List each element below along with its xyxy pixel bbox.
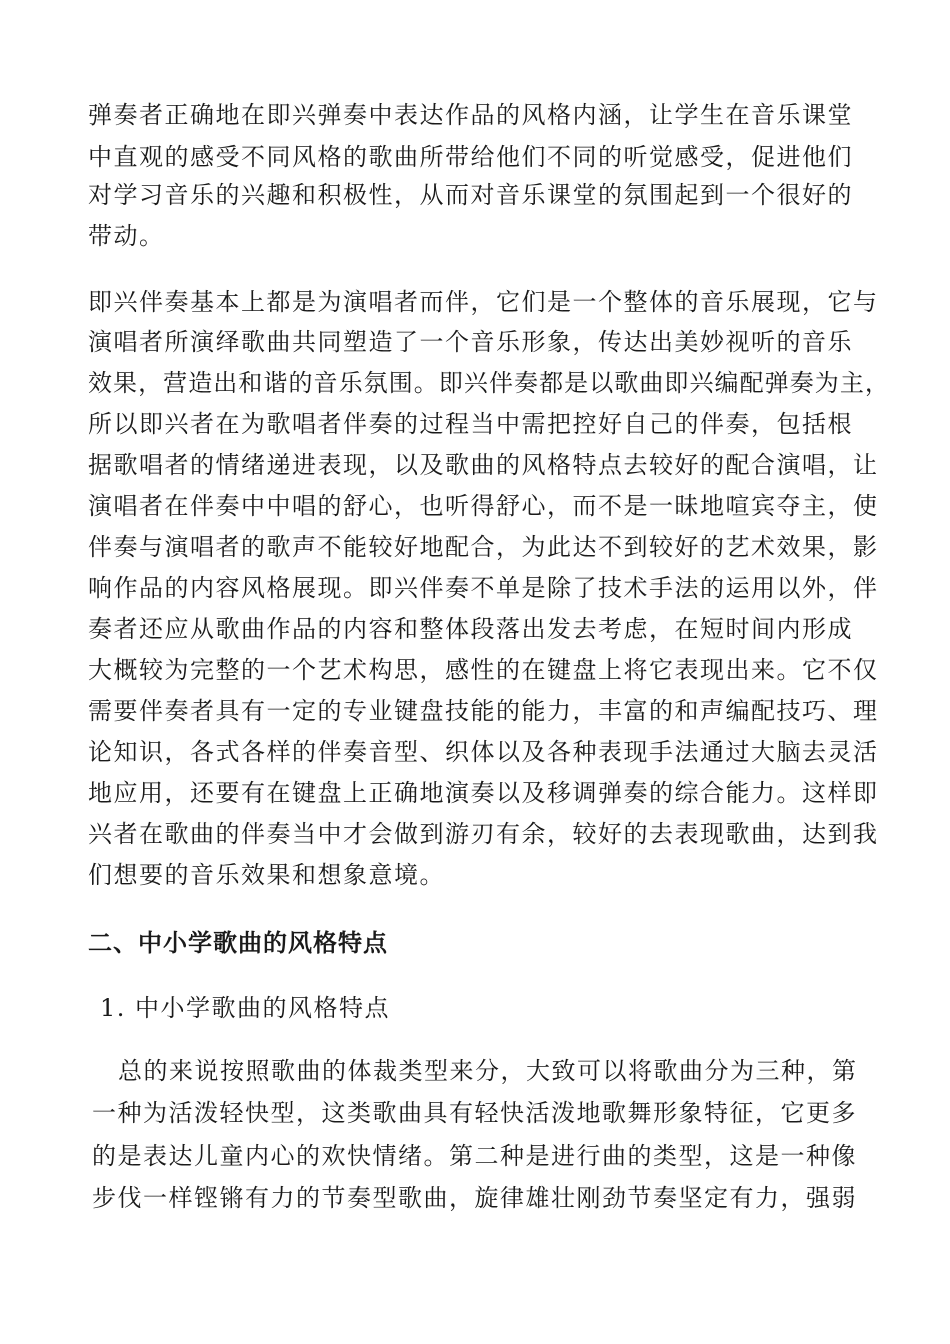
text-line: 一种为活泼轻快型，这类歌曲具有轻快活泼地歌舞形象特征，它更多 — [92, 1099, 857, 1127]
text-line: 的是表达儿童内心的欢快情绪。第二种是进行曲的类型，这是一种像 — [92, 1142, 857, 1170]
text-line: 据歌唱者的情绪递进表现，以及歌曲的风格特点去较好的配合演唱，让 — [88, 451, 879, 479]
text-line: 响作品的内容风格展现。即兴伴奏不单是除了技术手法的运用以外，伴 — [88, 574, 879, 602]
text-line: 需要伴奏者具有一定的专业键盘技能的能力，丰富的和声编配技巧、理 — [88, 697, 879, 725]
text-line: 对学习音乐的兴趣和积极性，从而对音乐课堂的氛围起到一个很好的 — [88, 181, 853, 209]
text-line: 带动。 — [88, 222, 165, 250]
text-line: 演唱者在伴奏中中唱的舒心，也听得舒心，而不是一昧地喧宾夺主，使 — [88, 492, 879, 520]
text-line: 大概较为完整的一个艺术构思，感性的在键盘上将它表现出来。它不仅 — [88, 656, 879, 684]
text-line: 论知识，各式各样的伴奏音型、织体以及各种表现手法通过大脑去灵活 — [88, 738, 879, 766]
text-line: 地应用，还要有在键盘上正确地演奏以及移调弹奏的综合能力。这样即 — [88, 779, 879, 807]
subsection-heading: 1. 中小学歌曲的风格特点 — [100, 994, 391, 1022]
section-heading: 二、中小学歌曲的风格特点 — [88, 929, 388, 957]
text-line: 弹奏者正确地在即兴弹奏中表达作品的风格内涵，让学生在音乐课堂 — [88, 101, 853, 129]
text-line: 所以即兴者在为歌唱者伴奏的过程当中需把控好自己的伴奏，包括根 — [88, 410, 853, 438]
text-line: 总的来说按照歌曲的体裁类型来分，大致可以将歌曲分为三种，第 — [118, 1057, 858, 1085]
text-line: 伴奏与演唱者的歌声不能较好地配合，为此达不到较好的艺术效果，影 — [88, 533, 879, 561]
text-line: 们想要的音乐效果和想象意境。 — [88, 861, 445, 889]
text-line: 演唱者所演绎歌曲共同塑造了一个音乐形象，传达出美妙视听的音乐 — [88, 328, 853, 356]
text-line: 步伐一样铿锵有力的节奏型歌曲，旋律雄壮刚劲节奏坚定有力，强弱 — [92, 1184, 857, 1212]
text-line: 即兴伴奏基本上都是为演唱者而伴，它们是一个整体的音乐展现，它与 — [88, 288, 879, 316]
text-line: 兴者在歌曲的伴奏当中才会做到游刃有余，较好的去表现歌曲，达到我 — [88, 820, 879, 848]
text-line: 奏者还应从歌曲作品的内容和整体段落出发去考虑，在短时间内形成 — [88, 615, 853, 643]
text-line: 中直观的感受不同风格的歌曲所带给他们不同的听觉感受，促进他们 — [88, 143, 853, 171]
text-line: 效果，营造出和谐的音乐氛围。即兴伴奏都是以歌曲即兴编配弹奏为主， — [88, 369, 890, 397]
